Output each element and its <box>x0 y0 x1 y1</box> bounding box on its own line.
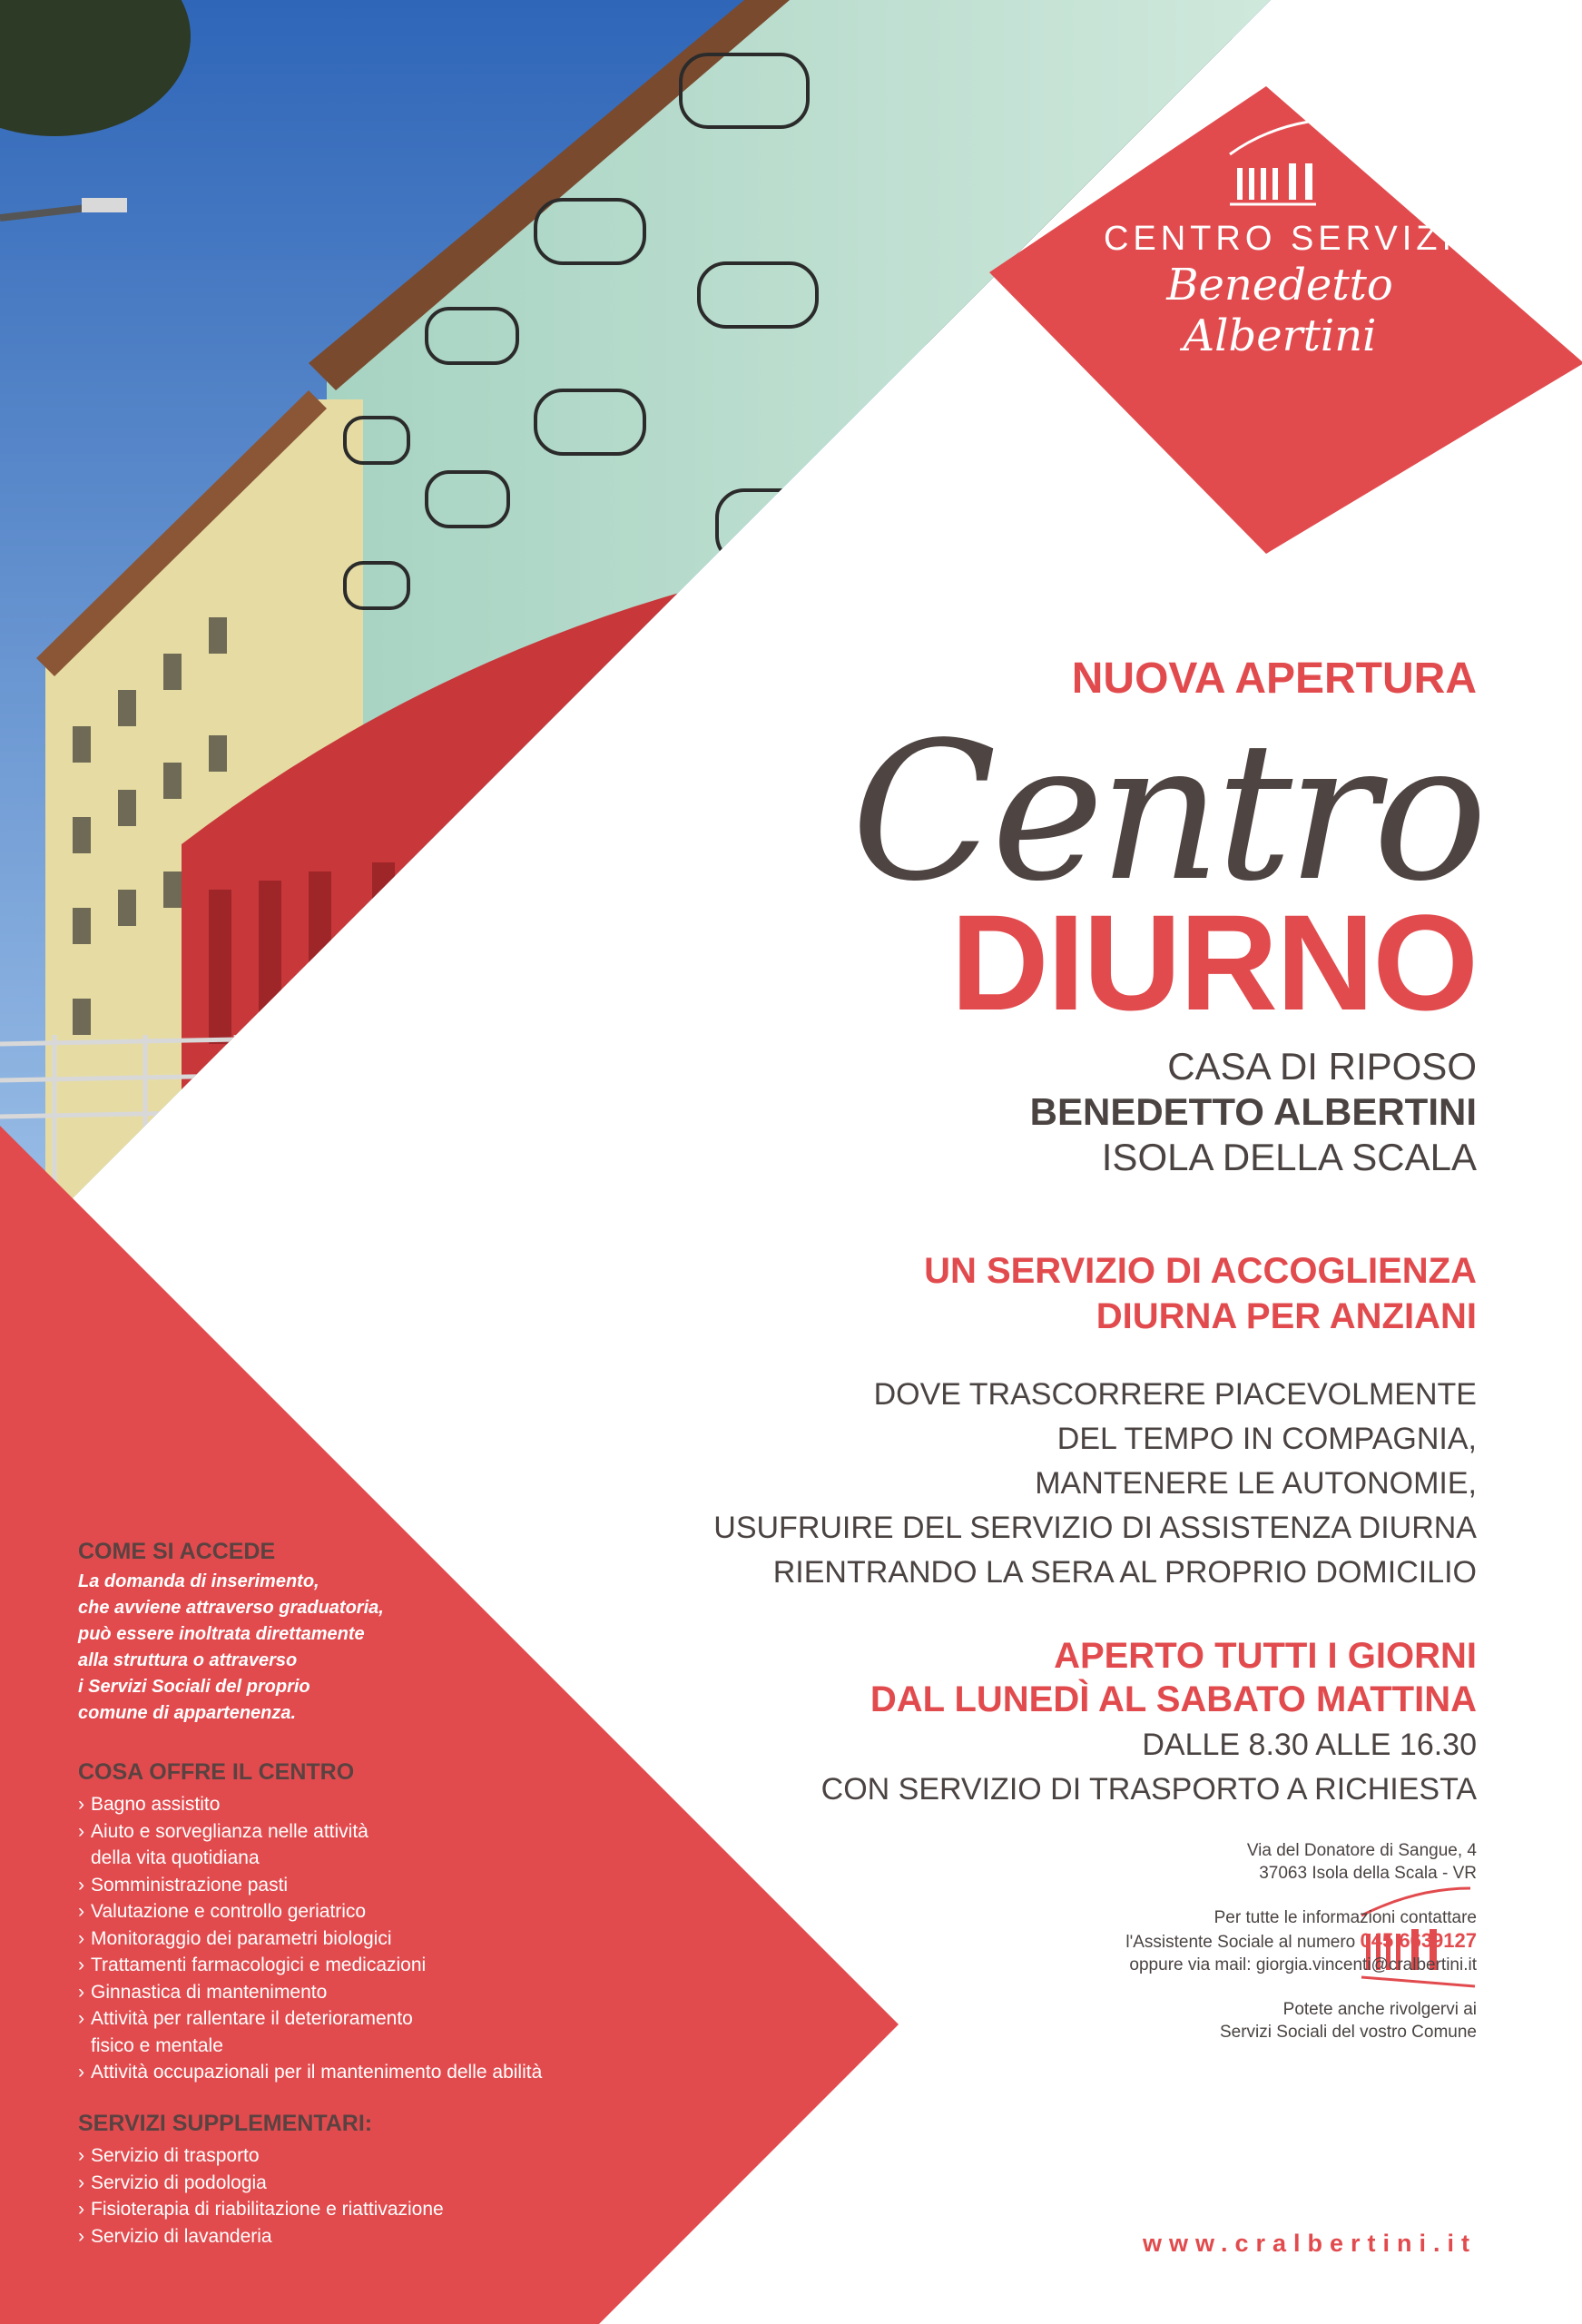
servizio-heading <box>924 1248 1477 1339</box>
list-item: › Attività per rallentare il deterioramento <box>78 2005 659 2033</box>
orari-trasporto: CON SERVIZIO DI TRASPORTO A RICHIESTA <box>820 1772 1477 1807</box>
servizio-line-2: DIURNA PER ANZIANI <box>1096 1296 1477 1336</box>
list-item: › Bagno assistito <box>78 1791 659 1818</box>
aperto-heading <box>870 1634 1477 1721</box>
nuova-apertura-heading: NUOVA APERTURA <box>1071 655 1477 703</box>
orari-dalle: DALLE 8.30 ALLE 16.30 <box>1142 1728 1477 1762</box>
list-item: › Monitoraggio dei parametri biologici <box>78 1925 659 1953</box>
list-item: › Fisioterapia di riabilitazione e riattivazione <box>78 2196 659 2223</box>
cosa-offre-list <box>78 1791 659 2086</box>
list-item: › Aiuto e sorveglianza nelle attività <box>78 1818 659 1846</box>
descrizione-line: DEL TEMPO IN COMPAGNIA, <box>1056 1422 1477 1456</box>
servizi-supplementari-list <box>78 2142 659 2250</box>
list-item: › Valutazione e controllo geriatrico <box>78 1898 659 1925</box>
comune-line-1: Potete anche rivolgervi ai <box>1282 2000 1477 2019</box>
casa-line-1: CASA DI RIPOSO <box>1167 1045 1477 1088</box>
list-item: › Somministrazione pasti <box>78 1872 659 1899</box>
casa-line-3: ISOLA DELLA SCALA <box>1101 1136 1477 1178</box>
servizi-supplementari-section <box>78 2111 659 2250</box>
list-item: › Ginnastica di mantenimento <box>78 1979 659 2006</box>
diurno-title: DIURNO <box>950 886 1477 1039</box>
descrizione-line: RIENTRANDO LA SERA AL PROPRIO DOMICILIO <box>772 1555 1477 1590</box>
list-item: › Servizio di podologia <box>78 2170 659 2197</box>
email-line[interactable]: oppure via mail: giorgia.vincenti@cralbertini.it <box>1129 1955 1477 1974</box>
list-item: › Servizio di lavanderia <box>78 2223 659 2250</box>
aperto-line-1: APERTO TUTTI I GIORNI <box>1054 1636 1477 1676</box>
servizi-supplementari-title: SERVIZI SUPPLEMENTARI: <box>78 2111 373 2136</box>
list-item: › Trattamenti farmacologici e medicazioni <box>78 1952 659 1979</box>
casa-di-riposo-block <box>1030 1044 1477 1180</box>
contact-block <box>1125 1839 1477 2043</box>
list-item: della vita quotidiana <box>91 1847 260 1868</box>
descrizione-line: MANTENERE LE AUTONOMIE, <box>1035 1466 1477 1501</box>
come-si-accede-title: COME SI ACCEDE <box>78 1539 276 1564</box>
centro-script-title: Centro <box>850 701 1482 923</box>
descrizione-line: DOVE TRASCORRERE PIACEVOLMENTE <box>873 1377 1477 1412</box>
logo-title: CENTRO SERVIZI <box>1103 220 1457 258</box>
aperto-line-2: DAL LUNEDÌ AL SABATO MATTINA <box>870 1679 1477 1719</box>
address-city: 37063 Isola della Scala - VR <box>1259 1864 1477 1883</box>
descrizione-block <box>713 1373 1477 1595</box>
come-si-accede-text: La domanda di inserimento, che avviene attraverso graduatoria, può essere inoltrata direttamente alla struttura o attraverso i Servizi Sociali del proprio comune di appartenenza. <box>78 1571 384 1723</box>
cosa-offre-title: COSA OFFRE IL CENTRO <box>78 1759 355 1785</box>
servizio-line-1: UN SERVIZIO DI ACCOGLIENZA <box>924 1251 1477 1291</box>
phone-number[interactable]: 045 6639127 <box>1360 1929 1477 1952</box>
cosa-offre-section <box>78 1759 659 2086</box>
come-si-accede-section <box>78 1539 659 1727</box>
list-item: › Attività occupazionali per il mantenimento delle abilità <box>78 2059 659 2086</box>
address-street: Via del Donatore di Sangue, 4 <box>1246 1841 1477 1860</box>
casa-line-2: BENEDETTO ALBERTINI <box>1029 1090 1477 1133</box>
list-item: › Servizio di trasporto <box>78 2142 659 2170</box>
logo-subtitle: Benedetto Albertini <box>1166 260 1393 361</box>
descrizione-line: USUFRUIRE DEL SERVIZIO DI ASSISTENZA DIURNA <box>713 1511 1477 1545</box>
orari-block <box>821 1723 1477 1812</box>
info-line-2: l'Assistente Sociale al numero 045 6639127 <box>1125 1929 1477 1952</box>
info-line-1: Per tutte le informazioni contattare <box>1214 1908 1477 1927</box>
comune-line-2: Servizi Sociali del vostro Comune <box>1219 2023 1477 2042</box>
website-link[interactable]: www.cralbertini.it <box>1142 2230 1477 2257</box>
list-item: fisico e mentale <box>91 2034 223 2056</box>
